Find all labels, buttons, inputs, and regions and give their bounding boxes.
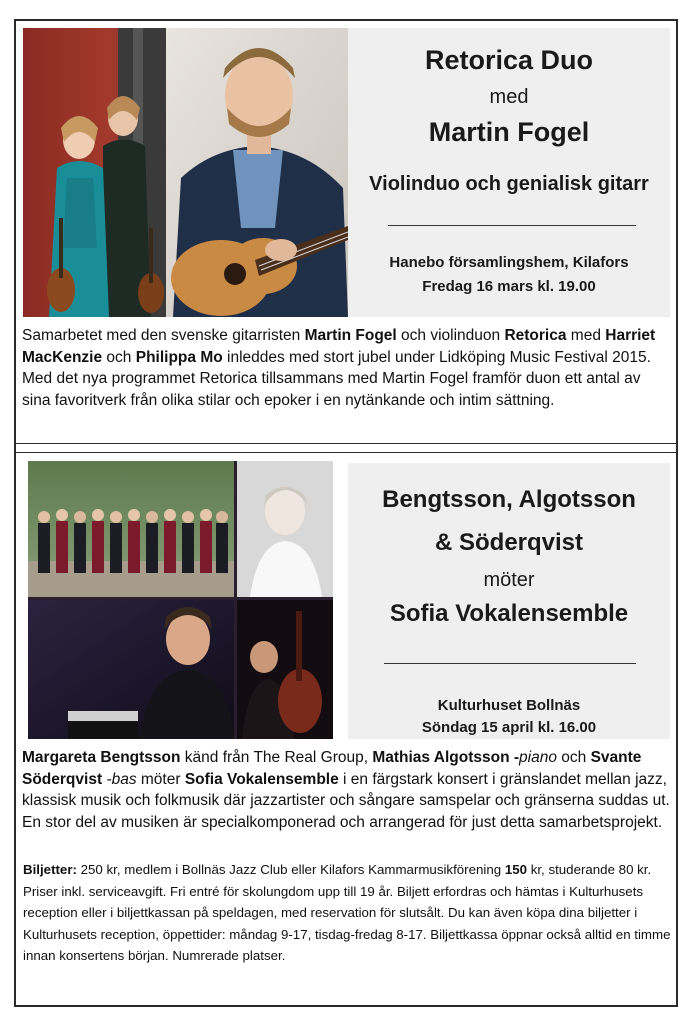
flyer-frame	[14, 19, 678, 1007]
event2-ensemble: Sofia Vokalensemble	[389, 600, 629, 627]
event2-title-line1: Bengtsson, Algotsson	[382, 486, 636, 513]
event1-subtitle: Violinduo och genialisk gitarr	[369, 173, 649, 195]
musicians-photo-image	[23, 28, 348, 317]
section-divider-2	[16, 452, 676, 453]
event1-title: Retorica Duo	[424, 45, 594, 75]
event1-rule	[388, 225, 636, 226]
event2-moter: möter	[483, 569, 535, 591]
bengtsson-vokalensemble-photo	[28, 461, 333, 739]
event1-med: med	[489, 86, 529, 108]
ticket-info: Biljetter: 250 kr, medlem i Bollnäs Jazz Club eller Kilafors Kammarmusikförening 150 kr, studerande 80 kr. Priser inkl. serviceavgift. Fri entré för skolungdom upp till 19 år. Biljett erfordras och hämtas i Kulturhusets reception eller i biljettkassan på speldagen, med reservation för slutsålt. Du kan även köpa dina biljetter i Kulturhusets reception, öppettider: måndag 9-17, tisdag-fredag 8-17. Biljettkassa öppnar också alltid en timme innan konsertens början. Numrerade platser.	[23, 862, 671, 963]
event1-date: Fredag 16 mars kl. 19.00	[422, 278, 596, 295]
event2-title-line2: & Söderqvist	[434, 529, 584, 556]
event2-description: Margareta Bengtsson känd från The Real Group, Mathias Algotsson -piano och Svante Söderqvist -bas möter Sofia Vokalensemble i en färgstark konsert i gränslandet mellan jazz, klassisk musik och folkmusik där jazzartister och sångare samspelar och gränserna suddas ut. En stor del av musiken är specialkomponerad och arrangerad för just detta samarbetsprojekt.	[22, 749, 670, 831]
ensemble-collage-image	[28, 461, 333, 739]
event2-info-panel	[348, 463, 670, 739]
event2-date: Söndag 15 april kl. 16.00	[421, 719, 597, 736]
event2-venue: Kulturhuset Bollnäs	[437, 697, 581, 714]
event2-rule	[384, 663, 636, 664]
event1-venue: Hanebo församlingshem, Kilafors	[389, 254, 629, 271]
retorica-fogel-photo	[23, 28, 348, 317]
event1-artist: Martin Fogel	[428, 117, 590, 147]
event1-description: Samarbetet med den svenske gitarristen Martin Fogel och violinduon Retorica med Harriet MacKenzie och Philippa Mo inleddes med stort jubel under Lidköping Music Festival 2015. Med det nya programmet Retorica tillsammans med Martin Fogel framför duon ett antal av sina favoritverk från olika stilar och epoker i en nytänkande och intim sättning.	[22, 327, 656, 409]
section-divider	[16, 443, 676, 444]
event1-info-panel	[348, 28, 670, 317]
